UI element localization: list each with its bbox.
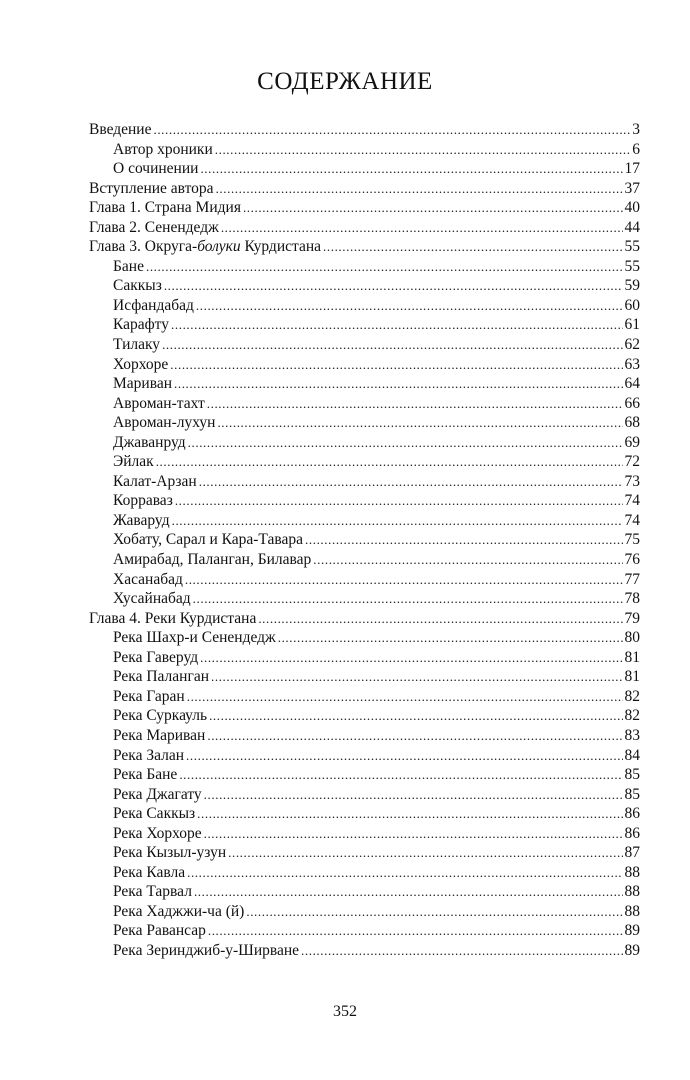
toc-entry: [89, 394, 640, 414]
toc-entry-label: Река Залан: [113, 746, 185, 764]
toc-entry-label: Амирабад, Паланган, Билавар: [113, 551, 312, 569]
dot-leader: [185, 570, 623, 590]
dot-leader: [243, 198, 623, 218]
toc-entry: [89, 726, 640, 746]
toc-entry: [89, 941, 640, 961]
toc-entry-page: 88: [624, 883, 640, 901]
toc-entry-label: Река Бане: [113, 766, 178, 784]
toc-entry-page: 68: [624, 414, 640, 432]
toc-entry-label: Река Паланган: [113, 668, 209, 686]
toc-entry: [89, 667, 640, 687]
toc-entry-label: Исфандабад: [113, 296, 194, 314]
toc-entry: [89, 296, 640, 316]
toc-entry: [89, 355, 640, 375]
toc-entry: [89, 315, 640, 335]
toc-entry-label: Бане: [113, 257, 144, 275]
toc-entry: [89, 218, 640, 238]
toc-entry-page: 89: [624, 941, 640, 959]
toc-entry-label: Река Хаджжи-ча (й): [113, 902, 245, 920]
toc-entry-page: 74: [624, 511, 640, 529]
table-of-contents: [89, 120, 640, 961]
toc-entry-page: 17: [624, 160, 640, 178]
toc-entry-page: 76: [624, 551, 640, 569]
toc-entry: [89, 511, 640, 531]
toc-entry-page: 89: [624, 922, 640, 940]
dot-leader: [209, 706, 622, 726]
dot-leader: [278, 628, 623, 648]
toc-entry: [89, 843, 640, 863]
toc-entry-label: Река Хорхоре: [113, 824, 202, 842]
toc-entry-page: 69: [624, 433, 640, 451]
dot-leader: [194, 882, 623, 902]
toc-entry-page: 81: [624, 648, 640, 666]
dot-leader: [156, 452, 623, 472]
toc-entry: [89, 589, 640, 609]
toc-entry-page: 72: [624, 453, 640, 471]
toc-entry: [89, 863, 640, 883]
toc-entry-page: 84: [624, 746, 640, 764]
toc-entry-page: 37: [624, 179, 640, 197]
toc-entry-label: Река Мариван: [113, 726, 206, 744]
toc-entry-page: 60: [624, 296, 640, 314]
toc-entry-label: О сочинении: [113, 160, 199, 178]
dot-leader: [305, 530, 622, 550]
toc-entry-label: Хорхоре: [113, 355, 169, 373]
dot-leader: [174, 374, 623, 394]
toc-entry-page: 88: [624, 863, 640, 881]
toc-entry: [89, 335, 640, 355]
toc-entry: [89, 530, 640, 550]
dot-leader: [207, 726, 622, 746]
dot-leader: [179, 765, 622, 785]
dot-leader: [187, 863, 622, 883]
dot-leader: [200, 159, 622, 179]
toc-entry-label: Река Кызыл-узун: [113, 844, 227, 862]
toc-entry: [89, 824, 640, 844]
toc-entry-label: Мариван: [113, 375, 172, 393]
toc-entry: [89, 570, 640, 590]
toc-entry: [89, 785, 640, 805]
toc-entry: [89, 237, 640, 257]
toc-entry-page: 73: [624, 472, 640, 490]
toc-entry-page: 59: [624, 277, 640, 295]
toc-entry-page: 55: [624, 238, 640, 256]
toc-entry-page: 86: [624, 824, 640, 842]
toc-entry: [89, 159, 640, 179]
toc-entry: [89, 648, 640, 668]
toc-entry-label: Река Гаран: [113, 687, 185, 705]
toc-entry-label: Саккыз: [113, 277, 162, 295]
toc-entry-page: 63: [624, 355, 640, 373]
toc-entry-page: 88: [624, 902, 640, 920]
toc-entry-page: 83: [624, 726, 640, 744]
toc-entry-page: 62: [624, 336, 640, 354]
toc-entry: [89, 472, 640, 492]
toc-entry-label: Река Тарвал: [113, 883, 192, 901]
toc-entry: [89, 765, 640, 785]
dot-leader: [207, 394, 623, 414]
toc-entry: [89, 179, 640, 199]
toc-entry-page: 74: [624, 492, 640, 510]
dot-leader: [193, 589, 623, 609]
toc-entry-page: 6: [632, 140, 640, 158]
toc-entry: [89, 902, 640, 922]
page-title: СОДЕРЖАНИЕ: [257, 68, 433, 95]
dot-leader: [175, 491, 623, 511]
toc-entry: [89, 140, 640, 160]
toc-entry-page: 3: [632, 121, 640, 138]
dot-leader: [200, 648, 622, 668]
toc-entry-page: 61: [624, 316, 640, 334]
toc-entry-page: 79: [624, 609, 640, 627]
toc-entry: [89, 550, 640, 570]
toc-entry-label: Хасанабад: [113, 570, 183, 588]
toc-entry-page: 81: [624, 668, 640, 686]
toc-entry-label: Автор хроники: [113, 140, 213, 158]
dot-leader: [204, 824, 623, 844]
toc-entry-page: 87: [624, 844, 640, 862]
toc-entry: [89, 804, 640, 824]
toc-entry-label: Река Зеринджиб-у-Ширване: [113, 941, 300, 959]
toc-entry-page: 66: [624, 394, 640, 412]
toc-entry: [89, 198, 640, 218]
toc-entry-label: Река Шахр-и Сенендедж: [113, 629, 276, 647]
toc-entry-label: Река Суркауль: [113, 707, 208, 725]
dot-leader: [221, 218, 623, 238]
toc-entry: [89, 452, 640, 472]
toc-entry: [89, 687, 640, 707]
toc-entry-page: 40: [624, 199, 640, 217]
toc-entry-label: Глава 2. Сенендедж: [89, 218, 219, 236]
toc-entry: [89, 628, 640, 648]
toc-entry: [89, 882, 640, 902]
toc-entry-page: 80: [624, 629, 640, 647]
dot-leader: [162, 335, 622, 355]
toc-entry-page: 44: [624, 218, 640, 236]
toc-entry: [89, 257, 640, 277]
dot-leader: [211, 667, 623, 687]
toc-entry-label: Река Кавла: [113, 863, 186, 881]
toc-entry-label: Тилаку: [113, 336, 161, 354]
toc-entry-label: Глава 1. Страна Мидия: [89, 199, 241, 217]
toc-entry: [89, 491, 640, 511]
dot-leader: [187, 687, 623, 707]
dot-leader: [246, 902, 622, 922]
toc-entry-label: Джаванруд: [113, 433, 186, 451]
dot-leader: [216, 179, 623, 199]
toc-entry-page: 78: [624, 590, 640, 608]
toc-entry-label: Введение: [89, 121, 152, 138]
dot-leader: [215, 140, 631, 160]
toc-entry: [89, 374, 640, 394]
toc-entry-page: 85: [624, 785, 640, 803]
toc-entry-label: Глава 3. Округа-болуки Курдистана: [89, 238, 322, 256]
dot-leader: [196, 296, 623, 316]
toc-entry: [89, 120, 640, 140]
dot-leader: [188, 433, 623, 453]
toc-entry-label: Река Гаверуд: [113, 648, 199, 666]
dot-leader: [208, 921, 623, 941]
toc-entry-page: 82: [624, 707, 640, 725]
toc-entry-label: Карафту: [113, 316, 170, 334]
dot-leader: [170, 355, 622, 375]
toc-entry-label: Хусайнабад: [113, 590, 191, 608]
toc-entry: [89, 433, 640, 453]
toc-entry-page: 64: [624, 375, 640, 393]
toc-entry-label: Авроман-тахт: [113, 394, 205, 412]
toc-entry-label: Река Равансар: [113, 922, 206, 940]
toc-entry-page: 86: [624, 805, 640, 823]
dot-leader: [146, 257, 623, 277]
toc-entry: [89, 746, 640, 766]
toc-entry: [89, 609, 640, 629]
toc-entry-label: Хобату, Сарал и Кара-Тавара: [113, 531, 304, 549]
dot-leader: [171, 315, 622, 335]
dot-leader: [301, 941, 622, 961]
toc-entry-label: Калат-Арзан: [113, 472, 197, 490]
dot-leader: [199, 472, 623, 492]
toc-entry: [89, 706, 640, 726]
toc-entry: [89, 921, 640, 941]
toc-entry-label: Эйлак: [113, 453, 154, 471]
toc-entry-label: Вступление автора: [89, 179, 214, 197]
toc-entry-label: Авроман-лухун: [113, 414, 216, 432]
dot-leader: [172, 511, 623, 531]
toc-entry: [89, 413, 640, 433]
toc-entry: [89, 276, 640, 296]
toc-entry-label: Река Джагату: [113, 785, 202, 803]
dot-leader: [323, 237, 622, 257]
toc-entry-label: Глава 4. Реки Курдистана: [89, 609, 257, 627]
toc-entry-page: 55: [624, 257, 640, 275]
toc-entry-label: Река Саккыз: [113, 805, 196, 823]
toc-entry-page: 85: [624, 766, 640, 784]
dot-leader: [197, 804, 622, 824]
toc-entry-page: 75: [624, 531, 640, 549]
dot-leader: [228, 843, 622, 863]
dot-leader: [153, 120, 630, 140]
toc-entry-page: 77: [624, 570, 640, 588]
dot-leader: [186, 746, 622, 766]
dot-leader: [258, 609, 622, 629]
page-number: 352: [333, 1003, 357, 1020]
dot-leader: [217, 413, 622, 433]
dot-leader: [313, 550, 622, 570]
toc-entry-page: 82: [624, 687, 640, 705]
toc-entry-label: Жаваруд: [113, 511, 170, 529]
dot-leader: [164, 276, 623, 296]
dot-leader: [204, 785, 623, 805]
toc-entry-label: Корраваз: [113, 492, 173, 510]
